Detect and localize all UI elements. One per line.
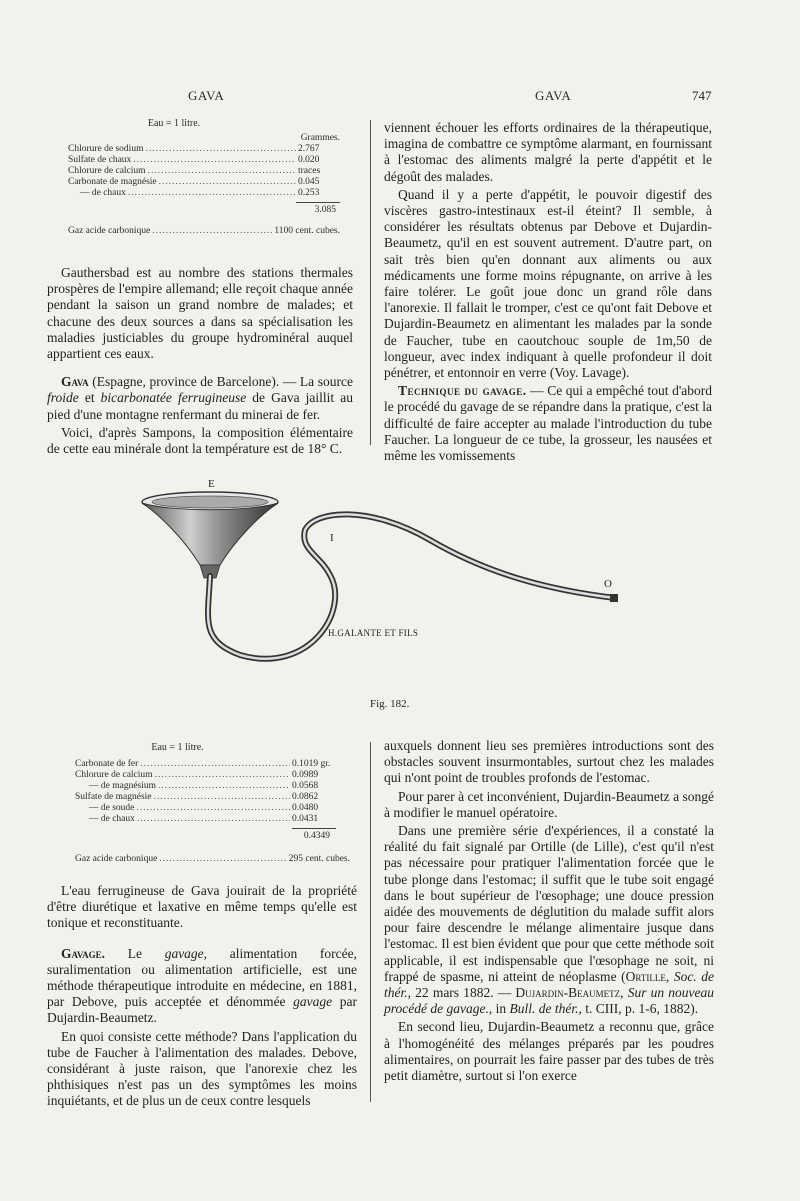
text-run: Le [105,945,165,961]
table-row [68,166,340,177]
paragraph: Pour parer à cet inconvénient, Dujardin-Beaumetz a songé à modifier le manuel opératoire. [384,788,714,820]
table-row [75,781,350,792]
text-run: , [620,985,628,1001]
dot-leader [152,226,272,237]
table-title: Eau = 1 litre. [151,742,204,753]
text-run: par Dujardin-Beaumetz. [47,994,357,1026]
row-value: 0.0862 [292,792,319,802]
text-run: de Gava jaillit au pied d'une montagne renfermant du minerai de fer. [47,390,353,422]
gas-row [68,226,340,237]
author-name: Dujardin-Beaumetz [515,985,621,1001]
row-value: 0.1019 gr. [292,759,331,769]
text-run: , in [488,1001,510,1017]
paragraph: L'eau ferrugineuse de Gava jouirait de la propriété d'être diurétique et laxative en même temps qu'elle est tonique et reconstituante. [47,883,357,931]
row-label: Chlorure de calcium [68,166,146,176]
right-column-top [384,120,712,466]
dot-leader [159,854,287,865]
gas-label: Gaz acide carbonique [68,226,151,236]
text-run: — Ce qui a empêché tout d'abord le procédé du gavage de se répandre dans la pratique, c'est la difficulté de faire accepter au malade l'introduction du tube Faucher. La longueur de ce tube, la grosseur, les nausées et même les vomissements [384,383,712,464]
dot-leader [136,803,290,814]
text-run: et [78,390,101,406]
left-column-bottom [47,883,357,1112]
row-value: 0.0568 [292,781,319,791]
text-run: (Espagne, province de Barcelone). — La source [88,374,353,390]
dot-leader [145,144,296,155]
paragraph: auxquels donnent lieu ses premières introductions sont des obstacles souvent insurmontables, surtout chez les malades qui n'ont point de troubles profonds de l'estomac. [384,738,714,786]
running-head-left: GAVA [188,88,225,103]
table-row [68,177,340,188]
funnel-tube-illustration [130,470,650,710]
composition-table-1 [68,118,340,237]
dot-leader [148,166,296,177]
dot-leader [140,759,290,770]
row-value: 2.767 [298,144,320,154]
dot-leader [137,814,290,825]
row-label: — de soude [89,803,135,813]
figure-caption: Fig. 182. [370,698,410,710]
sum-rule [296,202,340,203]
paragraph-with-references [384,823,714,1017]
page-number: 747 [692,88,712,103]
gas-row [75,854,350,865]
dot-leader [154,792,290,803]
gava-entry [47,374,353,423]
sum-rule [292,828,336,829]
italic-run: bicarbonatée ferrugineuse [100,390,247,406]
gavage-entry [47,946,357,1027]
label-e: E [208,478,215,490]
text-run: , t. CIII, p. 1-6, 1882). [578,1001,699,1017]
table-row [68,144,340,155]
row-label: Chlorure de sodium [68,144,144,154]
text-run: , alimentation forcée, suralimentation ou alimentation artificielle, est une méthode thérapeutique introduite en médecine, en 1881, par Debove, puis acceptée et dénommée [47,945,357,1010]
engraver-signature: H.GALANTE ET FILS [328,628,419,638]
dot-leader [155,770,290,781]
table-row [68,188,340,199]
paragraph: Voici, d'après Sampons, la composition élémentaire de cette eau minérale dont la température est de 18° C. [47,424,353,457]
technique-paragraph [384,383,712,464]
table-row [75,759,350,770]
row-label: Carbonate de magnésie [68,177,157,187]
gas-value: 295 cent. cubes. [288,854,350,864]
gas-value: 1100 cent. cubes. [274,226,340,236]
right-column-bottom [384,738,714,1086]
italic-run: Sur un nouveau procédé de gavage. [384,985,714,1017]
row-value: 0.253 [298,188,320,198]
row-label: Sulfate de magnésie [75,792,152,802]
dot-leader [128,188,296,199]
author-name: Ortille [625,968,666,984]
row-value: 0.045 [298,177,320,187]
table-total: 0.4349 [303,831,330,841]
row-label: — de chaux [89,814,135,824]
gavage-tube-figure [130,470,650,710]
table-unit: Grammes. [300,133,340,143]
composition-table-2 [75,742,350,865]
row-value: 0.0480 [292,803,319,813]
table-rows [75,759,350,825]
label-i: I [330,532,334,544]
row-value: 0.0989 [292,770,319,780]
paragraph: En second lieu, Dujardin-Beaumetz a reconnu que, grâce à l'homogénéité des mélanges préparés par les poudres alimentaires, on pourrait les faire passer par des tubes de très petit diamètre, surtout si l'on exerce [384,1019,714,1084]
row-label: — de magnésium [89,781,157,791]
paragraph: viennent échouer les efforts ordinaires de la thérapeutique, imagina de combattre ce symptôme alarmant, en fournissant à l'estomac des aliments malgré la perte d'appétit et le dégoût des malades. [384,120,712,184]
italic-run: Soc. de thér. [384,968,715,1001]
table-total: 3.085 [314,205,336,215]
dot-leader [158,781,290,792]
paragraph: Quand il y a perte d'appétit, le pouvoir digestif des viscères gastro-intestinaux est-il éteint? Il semble, à considérer les résultats obtenus par Debove et Dujardin-Beaumetz, qu'il en est souvent autrement. D'autre part, on sait très bien qu'en donnant aux aliments ou aux médicaments une forme moins répugnante, on arrive à les faire tolérer. Le goût joue donc un grand rôle dans l'anorexie. Il fallait le tromper, c'est ce qu'ont fait Debove et Dujardin-Beaumetz en alimentant les malades par la sonde de Faucher, tube en caoutchouc souple de 1m,50 de longueur, avec index indiquant à quelle profondeur il doit pénétrer, et entonnoir en verre (Voy. Lavage). [384,186,712,381]
text-run: , 22 mars 1882. — [407,985,516,1001]
row-label: — de chaux [80,188,126,198]
table-row [75,792,350,803]
table-row [68,155,340,166]
table-rows [68,144,340,199]
paragraph: Gauthersbad est au nombre des stations thermales prospères de l'empire allemand; elle reçoit chaque année pendant la saison un grand nombre de malades; et chacune des deux sources a dans sa spécialisation les maladies justiciables du groupe hydrominéral auquel appartient ces eaux. [47,265,353,362]
row-label: Carbonate de fer [75,759,139,769]
table-row [75,803,350,814]
italic-run: gavage [293,994,333,1010]
table-row [75,770,350,781]
label-o: O [604,578,612,590]
left-column-top [47,265,353,459]
paragraph: En quoi consiste cette méthode? Dans l'application du tube de Faucher à l'alimentation des malades. Debove, considérant à juste raison, que l'anorexie chez les phthisiques n'est pas un des symptômes les moins inquiétants, et de plus un de ceux contre lesquels [47,1028,357,1109]
headword: Gavage. [61,945,106,961]
row-value: 0.020 [298,155,320,165]
row-value: 0.0431 [292,814,319,824]
table-title: Eau = 1 litre. [147,118,201,129]
italic-run: Bull. de thér. [509,1001,579,1017]
text-run: Dans une première série d'expériences, il a constaté la réalité du fait signalé par Ortille (de Lille), c'est qu'il n'est pas nécessaire pour pratiquer l'alimentation forcée que le tube plonge dans l'estomac; il suffit que le tube soit engagé dans le bout supérieur de l'œsophage; une douce pression aidée des mouvements de déglutition du malade suffit alors pour faire descendre le mélange alimentaire jusque dans l'estomac. Il est bien évident que pour que cette méthode soit applicable, il est indispensable que l'œsophage ne soit, ni frappé de spasme, ni atteint de néoplasme ( [384,823,714,984]
row-label: Chlorure de calcium [75,770,153,780]
headword: Gava [61,374,89,390]
column-divider [370,742,371,1102]
dot-leader [159,177,296,188]
text-run: , [665,968,674,984]
running-head-right: GAVA [535,88,572,103]
row-label: Sulfate de chaux [68,155,132,165]
row-value: traces [298,166,321,176]
section-heading: Technique du gavage. [398,383,527,399]
dot-leader [133,155,296,166]
gas-label: Gaz acide carbonique [75,854,158,864]
table-row [75,814,350,825]
column-divider [370,120,371,445]
italic-run: froide [47,390,79,406]
italic-run: gavage [164,945,204,961]
